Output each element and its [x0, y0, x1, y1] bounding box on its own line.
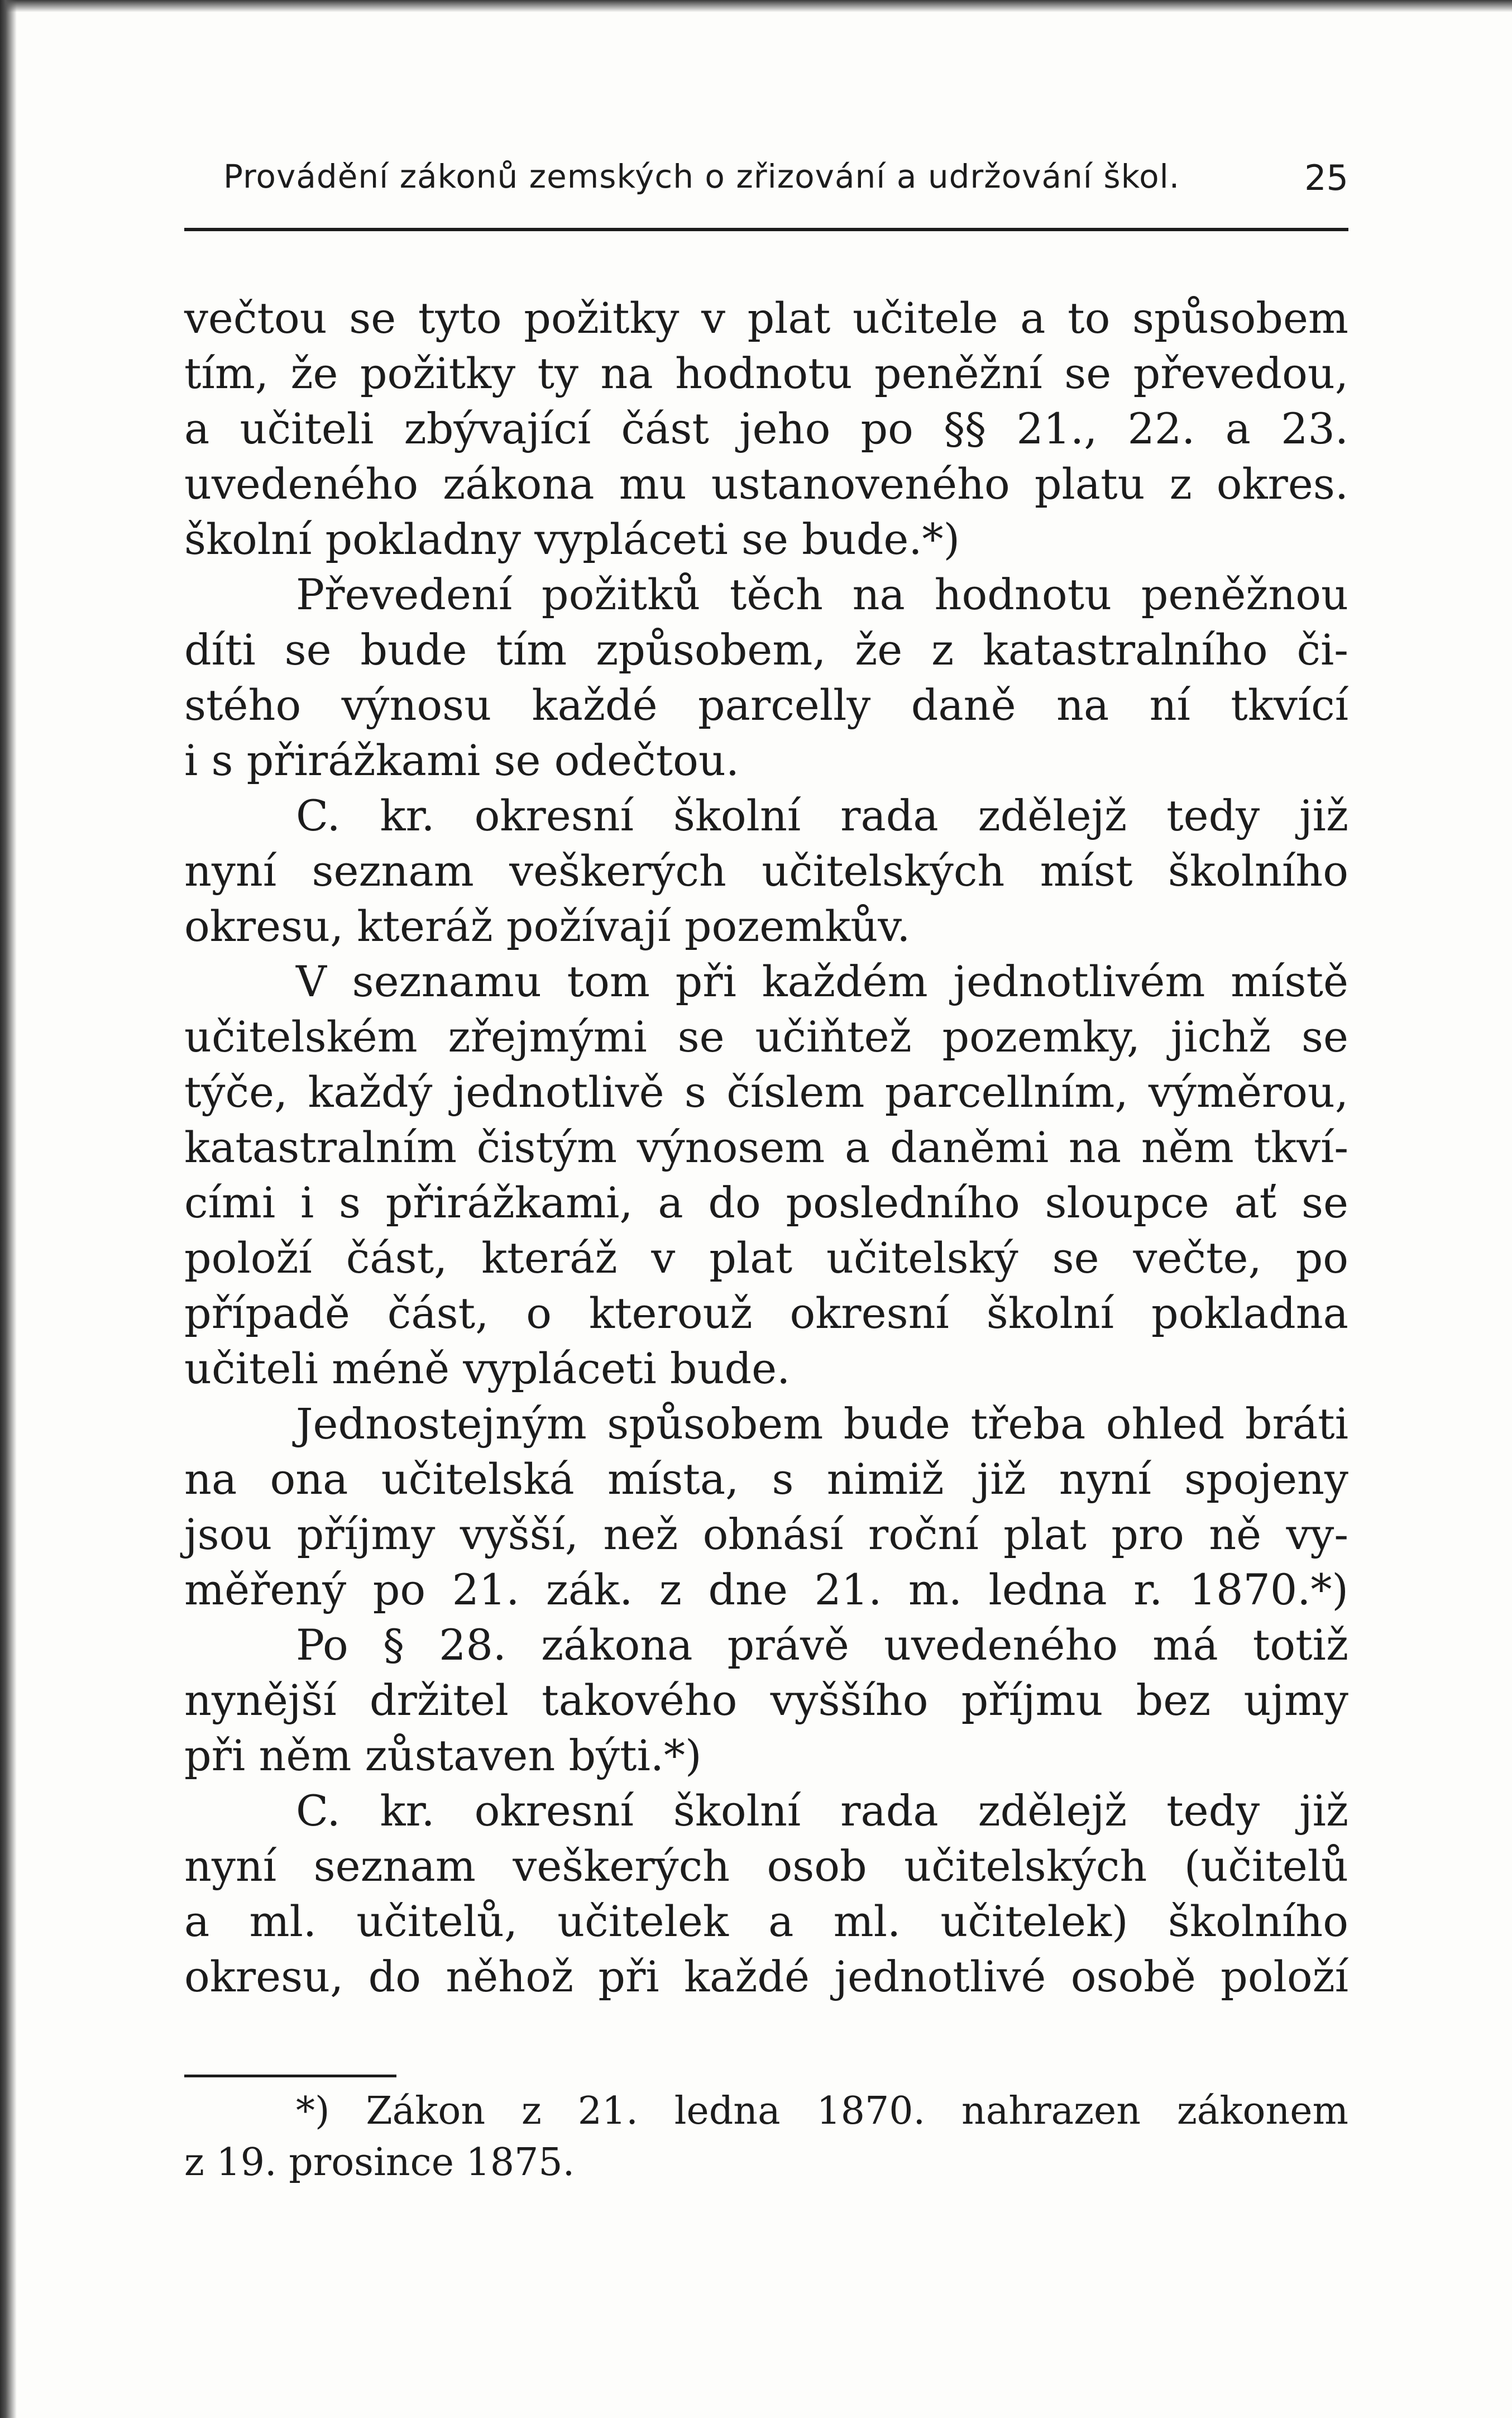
body-line: nyní seznam veškerých učitelských míst školního	[184, 846, 1348, 896]
body-line: tím, že požitky ty na hodnotu peněžní se převedou,	[184, 348, 1348, 398]
page-edge-left	[0, 0, 17, 2418]
running-title: Provádění zákonů zemských o zřizování a udržování škol.	[223, 157, 1180, 195]
body-line: V seznamu tom při každém jednotlivém místě	[296, 957, 1348, 1006]
header-rule	[184, 228, 1348, 231]
body-text	[184, 290, 1348, 2004]
body-line: na ona učitelská místa, s nimiž již nyní spojeny	[184, 1454, 1348, 1504]
body-line: C. kr. okresní školní rada zdělejž tedy již	[296, 791, 1348, 840]
body-line: týče, každý jednotlivě s číslem parcellním, výměrou,	[184, 1067, 1348, 1117]
body-line: učiteli méně vypláceti bude.	[184, 1344, 791, 1393]
body-line: a ml. učitelů, učitelek a ml. učitelek) školního	[184, 1896, 1348, 1946]
body-line: při něm zůstaven býti.*)	[184, 1731, 702, 1780]
body-line: okresu, kteráž požívají pozemkův.	[184, 901, 911, 951]
body-line: díti se bude tím způsobem, že z katastralního či-	[184, 625, 1348, 675]
page-edge-top	[0, 0, 1512, 12]
body-line: případě část, o kterouž okresní školní pokladna	[184, 1288, 1348, 1338]
body-line: měřený po 21. zák. z dne 21. m. ledna r. 1870.*)	[184, 1565, 1348, 1614]
page-header	[223, 157, 1348, 208]
footnotes	[184, 2086, 1348, 2188]
body-line: Po § 28. zákona právě uvedeného má totiž	[296, 1620, 1348, 1670]
body-line: a učiteli zbývající část jeho po §§ 21., 22. a 23.	[184, 404, 1348, 453]
footnote-line: z 19. prosince 1875.	[184, 2140, 575, 2185]
footnote-rule	[184, 2075, 396, 2077]
body-line: učitelském zřejmými se učiňtež pozemky, jichž se	[184, 1012, 1348, 1062]
body-line: i s přirážkami se odečtou.	[184, 735, 739, 785]
page-number: 25	[1304, 157, 1348, 198]
body-line: večtou se tyto požitky v plat učitele a to spůsobem	[184, 293, 1348, 343]
body-line: okresu, do něhož při každé jednotlivé osobě položí	[184, 1952, 1348, 2001]
body-line: nynější držitel takového vyššího příjmu bez ujmy	[184, 1675, 1348, 1725]
body-line: C. kr. okresní školní rada zdělejž tedy již	[296, 1786, 1348, 1836]
body-line: Převedení požitků těch na hodnotu peněžnou	[296, 570, 1348, 619]
body-line: položí část, kteráž v plat učitelský se večte, po	[184, 1233, 1348, 1283]
body-line: katastralním čistým výnosem a daněmi na něm tkví-	[184, 1122, 1348, 1172]
body-line: uvedeného zákona mu ustanoveného platu z okres.	[184, 459, 1348, 509]
body-line: školní pokladny vypláceti se bude.*)	[184, 514, 960, 564]
body-line: stého výnosu každé parcelly daně na ní tkvící	[184, 680, 1348, 730]
body-line: nyní seznam veškerých osob učitelských (učitelů	[184, 1841, 1348, 1891]
body-line: jsou příjmy vyšší, než obnásí roční plat pro ně vy-	[184, 1509, 1348, 1559]
body-line: Jednostejným spůsobem bude třeba ohled bráti	[296, 1399, 1348, 1449]
body-line: cími i s přirážkami, a do posledního sloupce ať se	[184, 1178, 1348, 1227]
footnote-line: *) Zákon z 21. ledna 1870. nahrazen zákonem	[296, 2089, 1348, 2133]
